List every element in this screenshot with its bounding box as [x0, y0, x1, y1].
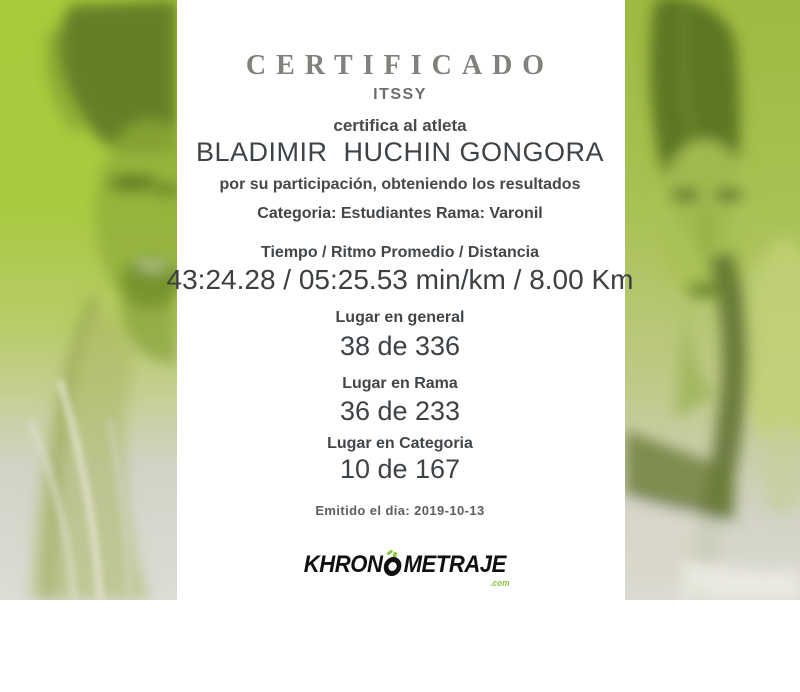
certificate-title: CERTIFICADO: [245, 50, 555, 81]
logo-tld: .com: [489, 578, 510, 588]
logo-text-left: KHRON: [303, 551, 383, 578]
organization-name: ITSSY: [373, 86, 427, 103]
stopwatch-leaf-accent: [386, 549, 393, 555]
participation-text: por su participación, obteniendo los resultados: [219, 176, 581, 193]
placement-categoria-value: 10 de 167: [339, 454, 461, 484]
logo-text-right: METRAJE: [403, 551, 506, 578]
placement-general-label: Lugar en general: [335, 309, 465, 326]
athlete-name: BLADIMIR HUCHIN GONGORA: [195, 137, 605, 167]
placement-rama-label: Lugar en Rama: [342, 375, 458, 392]
category-line: Categoria: Estudiantes Rama: Varonil: [257, 205, 543, 222]
stopwatch-icon: [383, 552, 402, 578]
placement-rama-value: 36 de 233: [339, 396, 461, 426]
metrics-label: Tiempo / Ritmo Promedio / Distancia: [261, 244, 539, 261]
placement-categoria-label: Lugar en Categoria: [327, 435, 473, 452]
issued-date: Emitido el dia: 2019-10-13: [315, 503, 485, 518]
placement-general-value: 38 de 336: [339, 331, 461, 361]
intro-text: certifica al atleta: [333, 116, 467, 135]
stopwatch-ring: [382, 557, 401, 576]
metrics-value: 43:24.28 / 05:25.53 min/km / 8.00 Km: [166, 264, 634, 295]
brand-logo-row: [0, 533, 800, 588]
khronometraje-logo[interactable]: [303, 551, 510, 588]
